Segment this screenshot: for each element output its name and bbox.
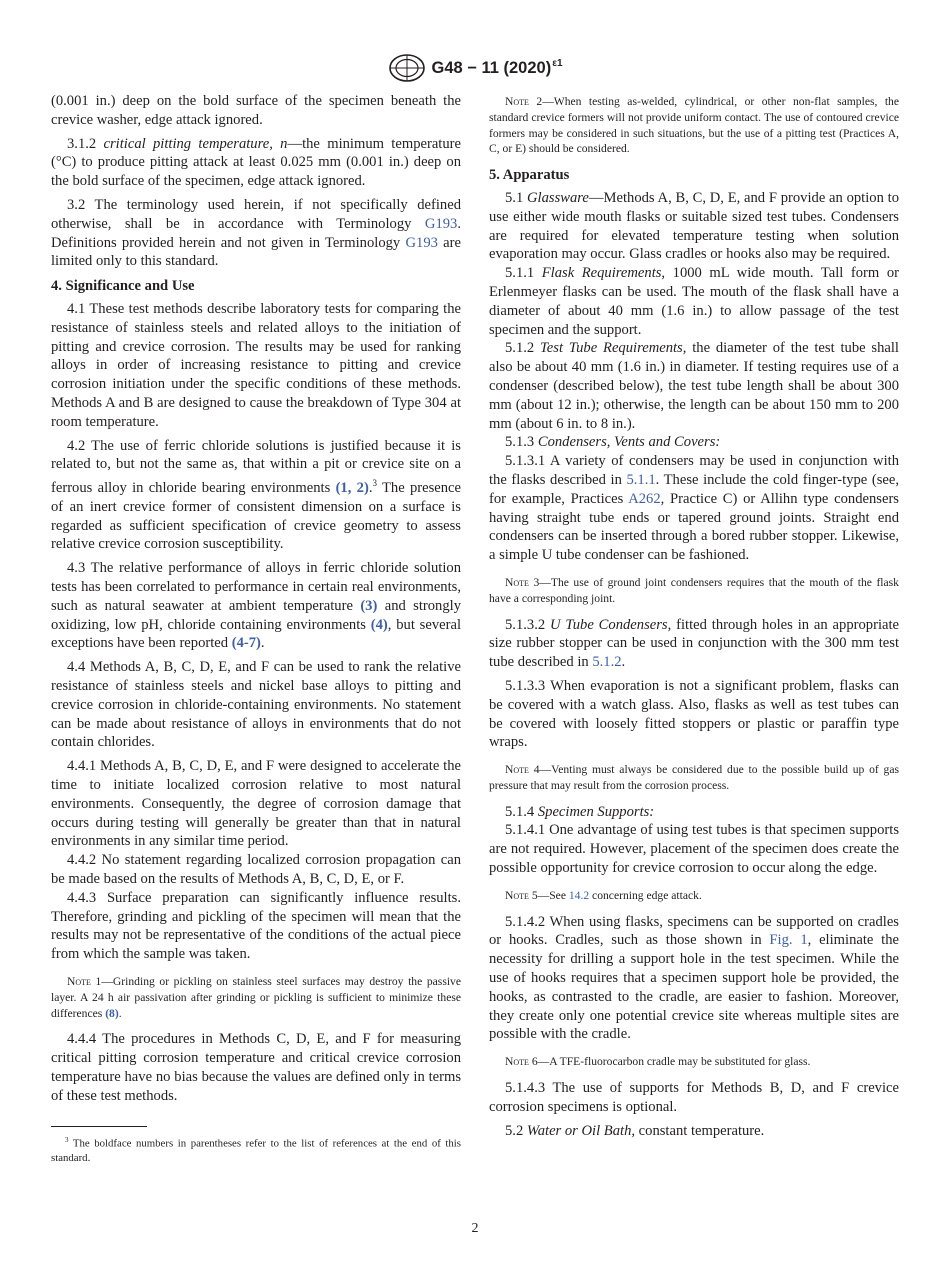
section-heading: 4. Significance and Use (51, 278, 195, 295)
note-6: Note 6—A TFE-fluorocarbon cradle may be substituted for glass. (505, 1055, 811, 1069)
section-heading: 5. Apparatus (489, 167, 570, 184)
paragraph: (0.001 in.) deep on the bold surface of the specimen beneath the crevice washer, edge attack ignored. (51, 93, 461, 128)
link-section-14-2[interactable]: 14.2 (568, 888, 590, 902)
link-g193[interactable]: G193 (424, 215, 458, 232)
link-section-5-1-1[interactable]: 5.1.1 (626, 471, 656, 488)
document-designation: G48 − 11 $(2020)^{\varepsilon 1}$ (431, 58, 563, 77)
left-column (51, 92, 461, 1166)
footnote: $^3$ The boldface numbers in parentheses refer to the list of references at the end of this standard. (51, 1135, 461, 1165)
paragraph-5-1-3-1: 5.1.3.1 A variety of condensers may be used in conjunction with the flasks described in 5.1.1. These include the cold finger-type (see, for example, Practices A262, Practice C) or Allihn type condensers having straight tube ends or tapered ground joints. Straight end condensers can be inserted through a bored rubber stopper. Likewise, a simple U tube condenser can be fashioned. (489, 453, 899, 564)
paragraph-5-1-4: 5.1.4 Specimen Supports: (505, 803, 655, 820)
note-3: Note 3—The use of ground joint condensers requires that the mouth of the flask have a corresponding joint. (489, 575, 899, 605)
note-4: Note 4—Venting must always be considered due to the possible build up of gas pressure that may result from the corrosion process. (489, 763, 899, 792)
paragraph-5-1-4-1: 5.1.4.1 One advantage of using test tubes is that specimen supports are not required. However, placement of the specimen does create the possible opportunity for crevice corrosion to occur along the edge. (489, 822, 899, 877)
paragraph-5-2: 5.2 Water or Oil Bath, constant temperature. (505, 1122, 765, 1139)
paragraph-5-1-4-3: 5.1.4.3 The use of supports for Methods B, D, and F crevice corrosion specimens is optional. (489, 1080, 899, 1115)
paragraph-5-1-4-2: 5.1.4.2 When using flasks, specimens can be supported on cradles or hooks. Cradles, such as those shown in Fig. 1, eliminate the necessity for drilling a support hole in the test specimen. While the use of hooks requires that a specimen support hole be provided, the hooks, as contrasted to the cradle, are easier to fashion. Moreover, they create only one potential crevice site whereas multiple sites are possible with the cradle. (489, 913, 900, 1043)
paragraph-5-1: 5.1 Glassware—Methods A, B, C, D, E, and F provide an option to use either wide mouth flasks or suitable sized test tubes. Condensers are required for elevated temperature testing when solution evaporation may occur. Glass cradles or hooks also may be required. (489, 189, 899, 263)
paragraph-4-4-3: 4.4.3 Surface preparation can significantly influence results. Therefore, grinding and pickling of the specimen will mean that the results may not be representative of the conditions of the actual piece from which the sample was taken. (51, 889, 461, 963)
link-fig-1[interactable]: Fig. 1 (769, 932, 808, 949)
paragraph-4-4-1: 4.4.1 Methods A, B, C, D, E, and F were designed to accelerate the time to initiate localized corrosion relative to most natural environments. Consequently, the degree of corrosion damage that occurs during testing will generally be greater than that in natural environments in any similar time period. (51, 758, 461, 850)
paragraph-4-3: 4.3 The relative performance of alloys in ferric chloride solution tests has been correlated to performance in certain real environments, such as natural seawater at ambient temperature (3) and strongly oxidizing, low pH, chloride containing environments (4), but several exceptions have been reported (4-7). (51, 560, 461, 652)
page-number: 2 (471, 1221, 479, 1236)
link-section-5-1-2[interactable]: 5.1.2 (592, 654, 622, 671)
astm-logo-icon (387, 53, 427, 83)
paragraph-5-1-3-2: 5.1.3.2 U Tube Condensers, fitted through holes in an appropriate size rubber stopper can be used in conjunction with the 300 mm test tube described in 5.1.2. (489, 616, 900, 671)
paragraph-4-1: 4.1 These test methods describe laboratory tests for comparing the resistance of stainless steels and related alloys to the initiation of pitting and crevice corrosion. The results may be used for ranking alloys in order of increasing resistance to pitting and crevice corrosion initiation under the specific conditions of these methods. Methods A and B are designed to cause the breakdown of Type 304 at room temperature. (51, 300, 461, 430)
paragraph-4-4-2: 4.4.2 No statement regarding localized corrosion propagation can be made based on the results of Methods A, B, C, D, E, or F. (51, 852, 461, 887)
note-2: Note 2—When testing as-welded, cylindrical, or other non-flat samples, the standard crevice formers will not provide uniform contact. The use of contoured crevice formers may be considered in such situations, but the use of a pitting test (Practices A, C, or E) should be considered. (489, 95, 899, 156)
paragraph-5-1-2: 5.1.2 Test Tube Requirements, the diameter of the test tube shall also be about 40 mm (1.6 in.) in diameter. If testing requires use of a condenser (described below), the test tube length shall be about 300 mm (about 12 in.); otherwise, the length can be about 150 mm to 200 mm (about 6 in. to 8 in.). (489, 340, 899, 432)
paragraph-4-4: 4.4 Methods A, B, C, D, E, and F can be used to rank the relative resistance of stainless steels and nickel base alloys to pitting and crevice corrosion in chloride-containing environments. No statement can be made about resistance of alloys in environments that do not contain chlorides. (51, 659, 461, 751)
paragraph-4-2: 4.2 The use of ferric chloride solutions is justified because it is related to, but not the same as, that within a pit or crevice site on a ferrous alloy in chloride bearing environments (1, 2).$^3$ The presence of an inert crevice former of consistent dimension on a surface is regarded as sufficient specification of crevice geometry to assess relative crevice corrosion susceptibility. (51, 437, 461, 553)
paragraph-4-4-4: 4.4.4 The procedures in Methods C, D, E, and F for measuring critical pitting corrosion temperature and critical crevice corrosion temperature have no bias because the values are defined only in terms of these test methods. (51, 1031, 461, 1104)
paragraph-3-2: 3.2 The terminology used herein, if not specifically defined otherwise, shall be in accordance with Terminology G193. Definitions provided herein and not given in Terminology G193 are limited only to this standard. (51, 196, 461, 270)
reference-link[interactable]: (8) (105, 1006, 119, 1020)
paragraph-5-1-3-3: 5.1.3.3 When evaporation is not a significant problem, flasks can be covered with a watch glass. Also, flasks as well as test tubes can be covered with loosely fitted stoppers or plastic or paraffin type wraps. (489, 677, 899, 751)
link-a262[interactable]: A262 (628, 490, 661, 507)
right-column (489, 92, 899, 1145)
page-header (0, 53, 950, 83)
note-1: Note 1—Grinding or pickling on stainless steel surfaces may destroy the passive layer. A 24 h air passivation after grinding or pickling is sufficient to minimize these differences (8). (51, 974, 461, 1020)
link-g193[interactable]: G193 (405, 234, 438, 251)
paragraph-5-1-1: 5.1.1 Flask Requirements, 1000 mL wide mouth. Tall form or Erlenmeyer flasks can be used. The mouth of the flask shall have a diameter of about 40 mm (1.6 in.) to allow passage of the test specimen and the support. (489, 265, 899, 338)
definition-critical-pitting-temperature: 3.1.2 critical pitting temperature, n—the minimum temperature (°C) to produce pitting attack at least 0.025 mm (0.001 in.) deep on the bold surface of the specimen, edge attack ignored. (51, 135, 461, 190)
reference-link[interactable]: (4-7) (231, 635, 261, 652)
reference-link[interactable]: (4) (370, 616, 388, 633)
note-5: Note 5—See 14.2 concerning edge attack. (505, 888, 702, 902)
reference-link[interactable]: (1, 2) (335, 480, 369, 496)
footnote-marker: 3 (372, 478, 377, 489)
paragraph-5-1-3: 5.1.3 Condensers, Vents and Covers: (505, 434, 721, 451)
footnote-divider (51, 1126, 147, 1127)
reference-link[interactable]: (3) (360, 597, 378, 614)
